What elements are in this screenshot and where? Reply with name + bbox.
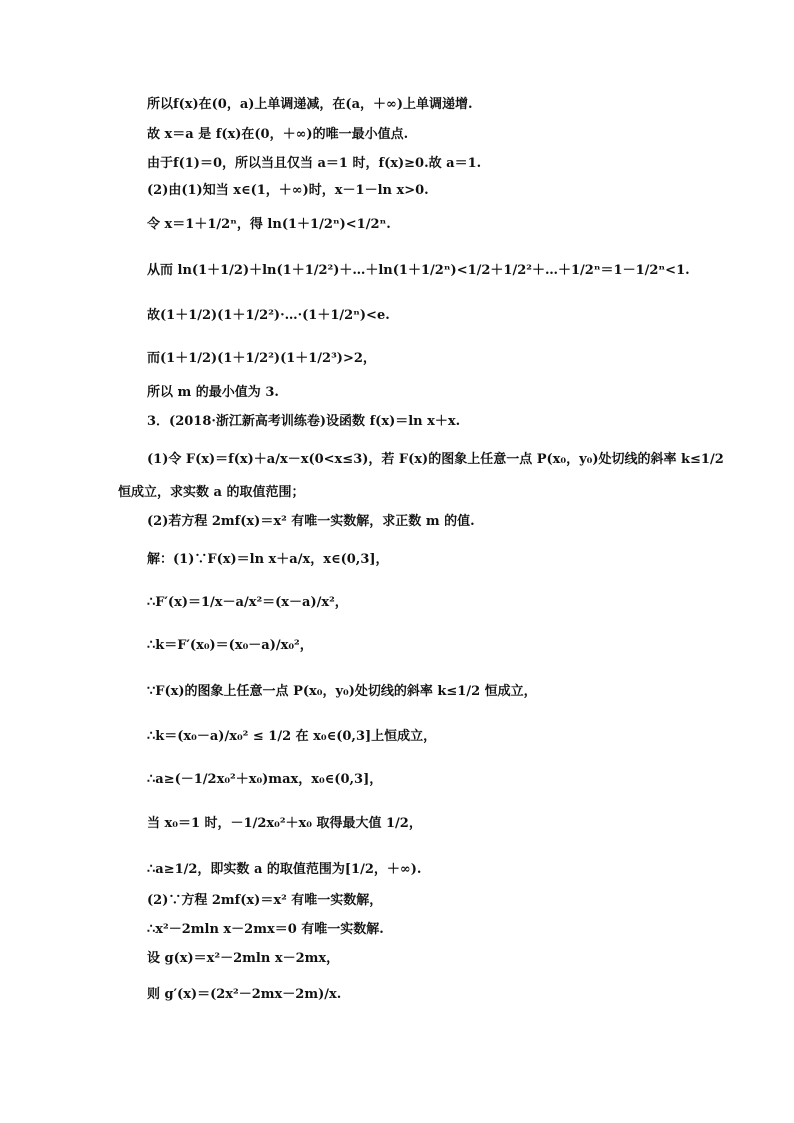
text-line: 从而 ln(1＋1/2)＋ln(1＋1/2²)＋…＋ln(1＋1/2ⁿ)<1/2＋1/2²＋…＋1/2ⁿ＝1－1/2ⁿ<1.: [147, 263, 690, 278]
text-line: ∵F(x)的图象上任意一点 P(x₀，y₀)处切线的斜率 k≤1/2 恒成立，: [147, 684, 537, 699]
text-line: 所以 m 的最小值为 3.: [147, 385, 279, 400]
text-line: 所以f(x)在(0，a)上单调递减，在(a，＋∞)上单调递增.: [147, 97, 473, 112]
text-line: 由于f(1)＝0，所以当且仅当 a＝1 时，f(x)≥0.故 a＝1.: [147, 156, 482, 171]
text-line: (2)若方程 2mf(x)＝x² 有唯一实数解，求正数 m 的值.: [147, 514, 475, 529]
text-line: ∴F′(x)＝1/x－a/x²＝(x－a)/x²，: [147, 595, 348, 610]
problem-heading: 3．(2018·浙江新高考训练卷)设函数 f(x)＝ln x＋x.: [147, 414, 461, 429]
text-line: ∴k＝(x₀－a)/x₀² ≤ 1/2 在 x₀∈(0,3]上恒成立，: [147, 729, 437, 744]
text-line: 当 x₀＝1 时，－1/2x₀²＋x₀ 取得最大值 1/2，: [147, 816, 422, 831]
text-line: ∴x²－2mln x－2mx＝0 有唯一实数解.: [147, 922, 384, 937]
text-line: 设 g(x)＝x²－2mln x－2mx，: [147, 951, 340, 966]
text-line: 而(1＋1/2)(1＋1/2²)(1＋1/2³)>2，: [147, 351, 376, 366]
text-line: 则 g′(x)＝(2x²－2mx－2m)/x.: [147, 987, 342, 1002]
text-line: (2)∵方程 2mf(x)＝x² 有唯一实数解，: [147, 893, 383, 908]
text-line: ∴a≥(－1/2x₀²＋x₀)max，x₀∈(0,3]，: [147, 772, 383, 787]
text-line: 故(1＋1/2)(1＋1/2²)·…·(1＋1/2ⁿ)<e.: [147, 308, 390, 323]
text-line: 恒成立，求实数 a 的取值范围；: [118, 485, 305, 500]
text-line: (2)由(1)知当 x∈(1，＋∞)时，x－1－ln x>0.: [147, 183, 429, 198]
text-line: 令 x＝1＋1/2ⁿ，得 ln(1＋1/2ⁿ)<1/2ⁿ.: [147, 217, 391, 232]
text-line: 故 x＝a 是 f(x)在(0，＋∞)的唯一最小值点.: [147, 127, 409, 142]
text-line: ∴a≥1/2，即实数 a 的取值范围为[1/2，＋∞).: [147, 862, 422, 877]
solution-start: 解：(1)∵F(x)＝ln x＋a/x，x∈(0,3]，: [147, 552, 389, 567]
text-line: ∴k＝F′(x₀)＝(x₀－a)/x₀²，: [147, 638, 313, 653]
text-line: (1)令 F(x)＝f(x)＋a/x－x(0<x≤3)，若 F(x)的图象上任意一点 P(x₀，y₀)处切线的斜率 k≤1/2: [147, 452, 724, 467]
